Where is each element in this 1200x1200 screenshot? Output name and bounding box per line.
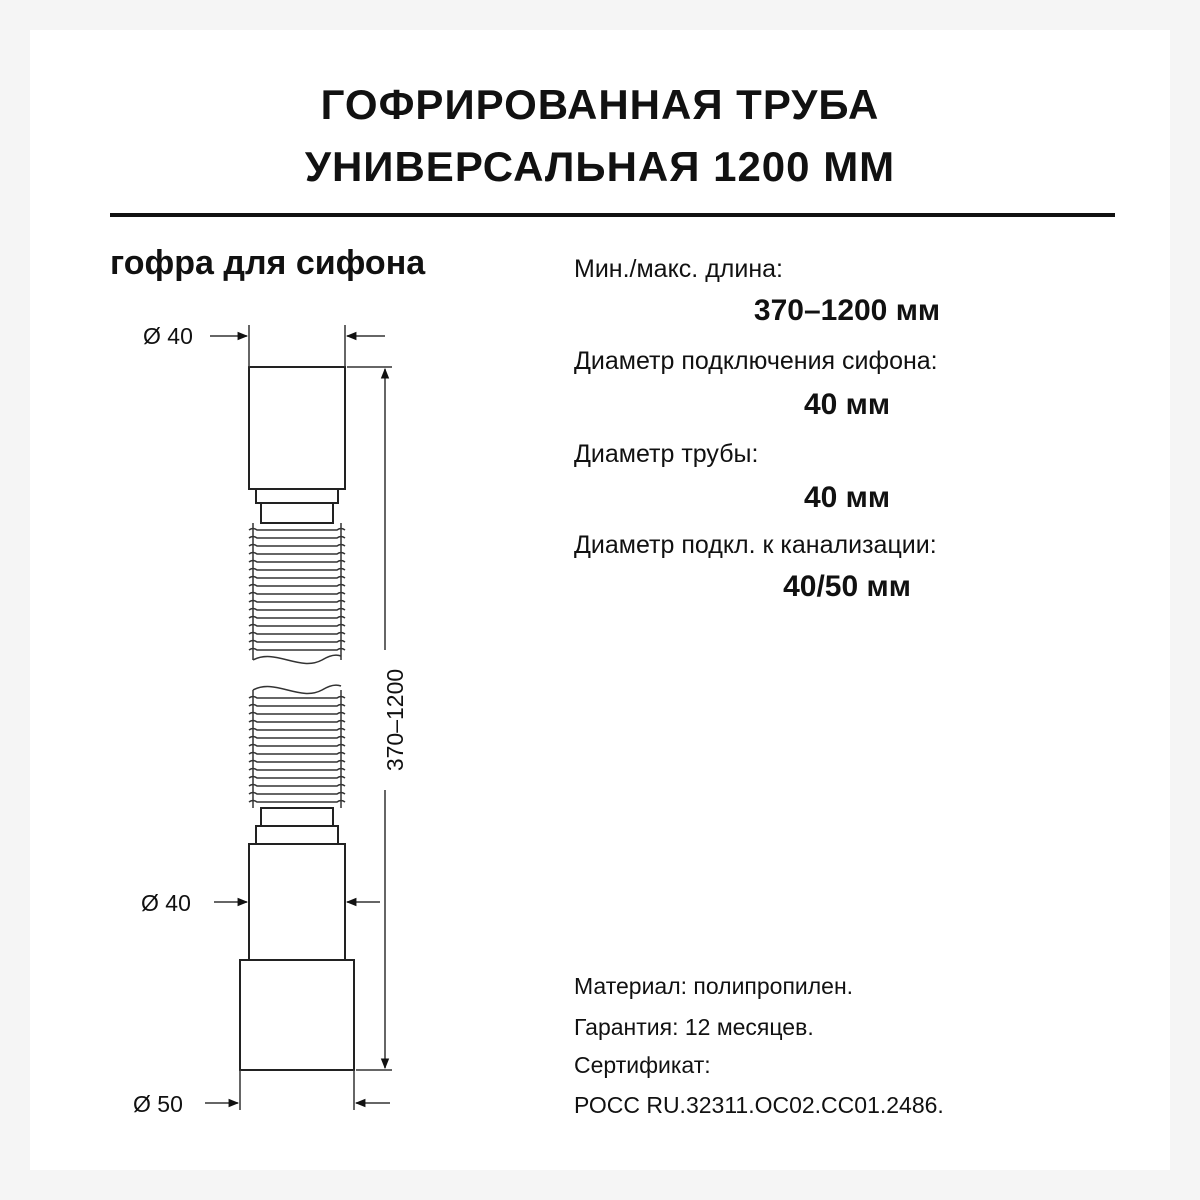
corrugation-rib <box>249 649 345 651</box>
corrugation-rib <box>249 561 345 563</box>
spec-label-sewer-diameter: Диаметр подкл. к канализации: <box>574 531 937 559</box>
spec-value-sewer-diameter: 40/50 мм <box>783 570 911 603</box>
corrugation-rib <box>249 545 345 547</box>
info-certificate-number: РОСС RU.32311.ОС02.СС01.2486. <box>574 1092 944 1118</box>
subtitle: гофра для сифона <box>110 244 426 282</box>
corrugation-rib <box>249 721 345 723</box>
corrugation-rib <box>249 761 345 763</box>
title-line-2: УНИВЕРСАЛЬНАЯ 1200 ММ <box>304 143 896 190</box>
top-coupling <box>249 367 345 523</box>
corrugation-rib <box>249 729 345 731</box>
corrugation-rib <box>249 777 345 779</box>
corrugation-rib <box>249 801 345 803</box>
corrugation-rib <box>249 585 345 587</box>
corrugation-rib <box>249 785 345 787</box>
corrugation-rib <box>249 625 345 627</box>
spec-label-pipe-diameter: Диаметр трубы: <box>574 440 759 468</box>
dimension-bottom <box>205 1070 390 1110</box>
info-certificate-label: Сертификат: <box>574 1052 711 1078</box>
corrugation-rib <box>249 569 345 571</box>
info-material: Материал: полипропилен. <box>574 973 854 999</box>
spec-label-siphon-diameter: Диаметр подключения сифона: <box>574 347 938 375</box>
corrugation-rib <box>249 737 345 739</box>
corrugation-rib <box>249 601 345 603</box>
corrugation-rib <box>249 793 345 795</box>
corrugation-rib <box>249 617 345 619</box>
spec-value-pipe-diameter: 40 мм <box>803 481 891 514</box>
spec-value-siphon-diameter: 40 мм <box>803 388 891 421</box>
spec-label-length: Мин./макс. длина: <box>574 255 783 283</box>
corrugation-rib <box>249 529 345 531</box>
corrugation-rib <box>249 609 345 611</box>
corrugation-rib <box>249 713 345 715</box>
corrugation-rib <box>249 593 345 595</box>
corrugation-rib <box>249 697 345 699</box>
corrugation-rib <box>249 705 345 707</box>
corrugation-rib <box>249 537 345 539</box>
info-warranty: Гарантия: 12 месяцев. <box>574 1014 814 1040</box>
corrugation-rib <box>249 641 345 643</box>
dimension-middle-label: Ø 40 <box>141 890 191 916</box>
dimension-top <box>210 325 385 367</box>
corrugation-rib <box>249 633 345 635</box>
corrugation-rib <box>249 553 345 555</box>
corrugation-rib <box>249 769 345 771</box>
corrugation-rib <box>249 753 345 755</box>
corrugation-rib <box>249 745 345 747</box>
title-line-1: ГОФРИРОВАННАЯ ТРУБА <box>320 81 880 128</box>
dimension-length-label: 370–1200 <box>382 668 408 772</box>
spec-value-length: 370–1200 мм <box>753 294 941 327</box>
corrugation-rib <box>249 577 345 579</box>
corrugated-section-lower <box>249 685 345 808</box>
dimension-bottom-label: Ø 50 <box>133 1091 183 1117</box>
dimension-top-label: Ø 40 <box>143 323 193 349</box>
bottom-coupling <box>240 808 354 1070</box>
corrugated-section-upper <box>249 523 345 663</box>
